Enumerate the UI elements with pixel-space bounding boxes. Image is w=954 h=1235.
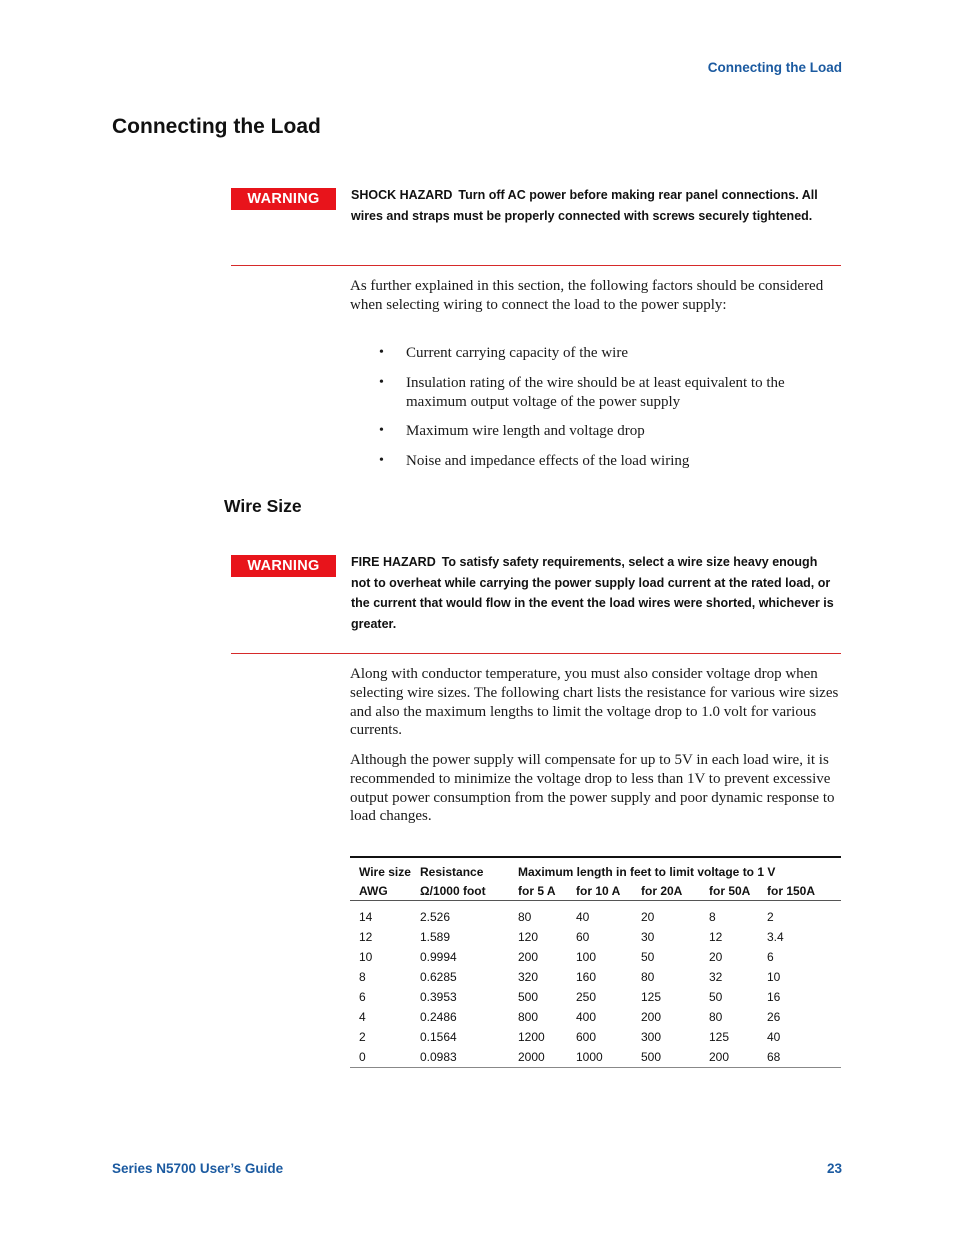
footer-guide-title: Series N5700 User’s Guide	[112, 1161, 284, 1176]
table-cell: 250	[576, 990, 597, 1004]
table-cell: 0	[359, 1050, 366, 1064]
table-cell: 600	[576, 1030, 597, 1044]
list-item: • Insulation rating of the wire should be at least equivalent to the maximum output voltage of the power supply	[379, 374, 785, 410]
table-cell: 80	[709, 1010, 723, 1024]
table-row	[350, 927, 841, 947]
wire-size-table	[350, 856, 841, 1068]
table-row	[350, 967, 841, 987]
warning-badge: WARNING	[231, 188, 336, 210]
table-cell: 2000	[518, 1050, 545, 1064]
table-cell: 40	[576, 910, 590, 924]
table-cell: 8	[709, 910, 716, 924]
table-cell: 200	[709, 1050, 730, 1064]
table-cell: 0.1564	[420, 1030, 457, 1044]
warning-badge: WARNING	[231, 555, 336, 577]
running-header: Connecting the Load	[707, 60, 842, 75]
table-header-row	[350, 881, 841, 901]
table-cell: 400	[576, 1010, 597, 1024]
compensation-paragraph: Although the power supply will compensate for up to 5V in each load wire, it is recommended to minimize the voltage drop to less than 1V to prevent excessive output power consumption from the power supply and poor dynamic response to load changes.	[350, 752, 835, 825]
table-cell: 10	[767, 970, 781, 984]
bullet-icon: •	[379, 345, 384, 360]
warning-lead: FIRE HAZARD	[351, 555, 436, 569]
factor-list	[350, 344, 840, 482]
table-cell: 4	[359, 1010, 366, 1024]
list-item: • Current carrying capacity of the wire	[379, 345, 628, 361]
table-cell: 2	[767, 910, 774, 924]
list-item: • Noise and impedance effects of the load wiring	[379, 453, 690, 470]
column-header: Ω/1000 foot	[420, 883, 486, 898]
table-cell: 800	[518, 1010, 539, 1024]
table-cell: 26	[767, 1010, 781, 1024]
column-header: Wire size	[359, 864, 411, 879]
table-row	[350, 987, 841, 1007]
table-cell: 32	[709, 970, 723, 984]
column-header: AWG	[359, 883, 388, 898]
table-cell: 14	[359, 910, 373, 924]
page-number: 23	[826, 1161, 842, 1176]
table-cell: 6	[359, 990, 366, 1004]
section-title: Wire Size	[224, 496, 302, 516]
table-cell: 0.2486	[420, 1010, 457, 1024]
table-cell: 0.9994	[420, 950, 457, 964]
column-header: for 20A	[641, 883, 683, 898]
warning-lead: SHOCK HAZARD	[351, 188, 453, 202]
table-cell: 0.6285	[420, 970, 457, 984]
table-cell: 500	[518, 990, 539, 1004]
table-row	[350, 1007, 841, 1027]
table-row	[350, 1047, 841, 1068]
table-cell: 125	[641, 990, 662, 1004]
column-header: Resistance	[420, 864, 484, 879]
warning-text	[351, 552, 836, 634]
table-cell: 80	[518, 910, 532, 924]
table-cell: 2.526	[420, 910, 451, 924]
table-cell: 80	[641, 970, 655, 984]
list-item: • Maximum wire length and voltage drop	[379, 423, 645, 440]
table-cell: 40	[767, 1030, 781, 1044]
table-cell: 30	[641, 930, 655, 944]
warning-divider	[231, 653, 841, 654]
table-cell: 10	[359, 950, 373, 964]
warning-text	[351, 185, 836, 226]
table-cell: 120	[518, 930, 539, 944]
voltage-drop-paragraph: Along with conductor temperature, you must also consider voltage drop when selecting wire sizes. The following chart lists the resistance for various wire sizes and also the maximum lengths to limit the voltage drop to 1.0 volt for various currents.	[350, 666, 839, 739]
column-header: for 5 A	[518, 883, 556, 898]
table-cell: 12	[359, 930, 373, 944]
column-header: for 150A	[767, 883, 816, 898]
table-cell: 68	[767, 1050, 781, 1064]
table-cell: 320	[518, 970, 539, 984]
table-row	[350, 1027, 841, 1047]
warning-body: To satisfy safety requirements, select a wire size heavy enough not to overheat while carrying the power supply load current at the rated load, or the current that would flow in the event the load wires were shorted, whichever is greater.	[351, 555, 834, 631]
warning-body: Turn off AC power before making rear panel connections. All wires and straps must be properly connected with screws securely tightened.	[351, 188, 818, 223]
table-cell: 1000	[576, 1050, 603, 1064]
table-cell: 125	[709, 1030, 730, 1044]
table-row	[350, 901, 841, 927]
intro-paragraph: As further explained in this section, the following factors should be considered when selecting wiring to connect the load to the power supply:	[350, 278, 824, 313]
table-cell: 8	[359, 970, 366, 984]
table-cell: 1.589	[420, 930, 451, 944]
column-group-header: Maximum length in feet to limit voltage to 1 V	[518, 864, 776, 879]
table-cell: 0.0983	[420, 1050, 457, 1064]
bullet-icon: •	[379, 453, 384, 469]
table-cell: 300	[641, 1030, 662, 1044]
warning-divider	[231, 265, 841, 266]
table-cell: 20	[709, 950, 723, 964]
table-cell: 6	[767, 950, 774, 964]
table-cell: 2	[359, 1030, 366, 1044]
table-cell: 200	[641, 1010, 662, 1024]
table-cell: 16	[767, 990, 781, 1004]
bullet-icon: •	[379, 423, 384, 439]
table-cell: 12	[709, 930, 723, 944]
table-cell: 160	[576, 970, 597, 984]
table-cell: 50	[709, 990, 723, 1004]
column-header: for 50A	[709, 883, 751, 898]
column-header: for 10 A	[576, 883, 621, 898]
table-cell: 100	[576, 950, 597, 964]
table-cell: 20	[641, 910, 655, 924]
table-cell: 1200	[518, 1030, 545, 1044]
table-cell: 3.4	[767, 930, 784, 944]
page-title: Connecting the Load	[112, 115, 321, 138]
table-header-row	[350, 858, 841, 881]
table-cell: 500	[641, 1050, 662, 1064]
table-cell: 0.3953	[420, 990, 457, 1004]
table-cell: 200	[518, 950, 539, 964]
table-cell: 50	[641, 950, 655, 964]
table-row	[350, 947, 841, 967]
table-cell: 60	[576, 930, 590, 944]
bullet-icon: •	[379, 374, 384, 390]
